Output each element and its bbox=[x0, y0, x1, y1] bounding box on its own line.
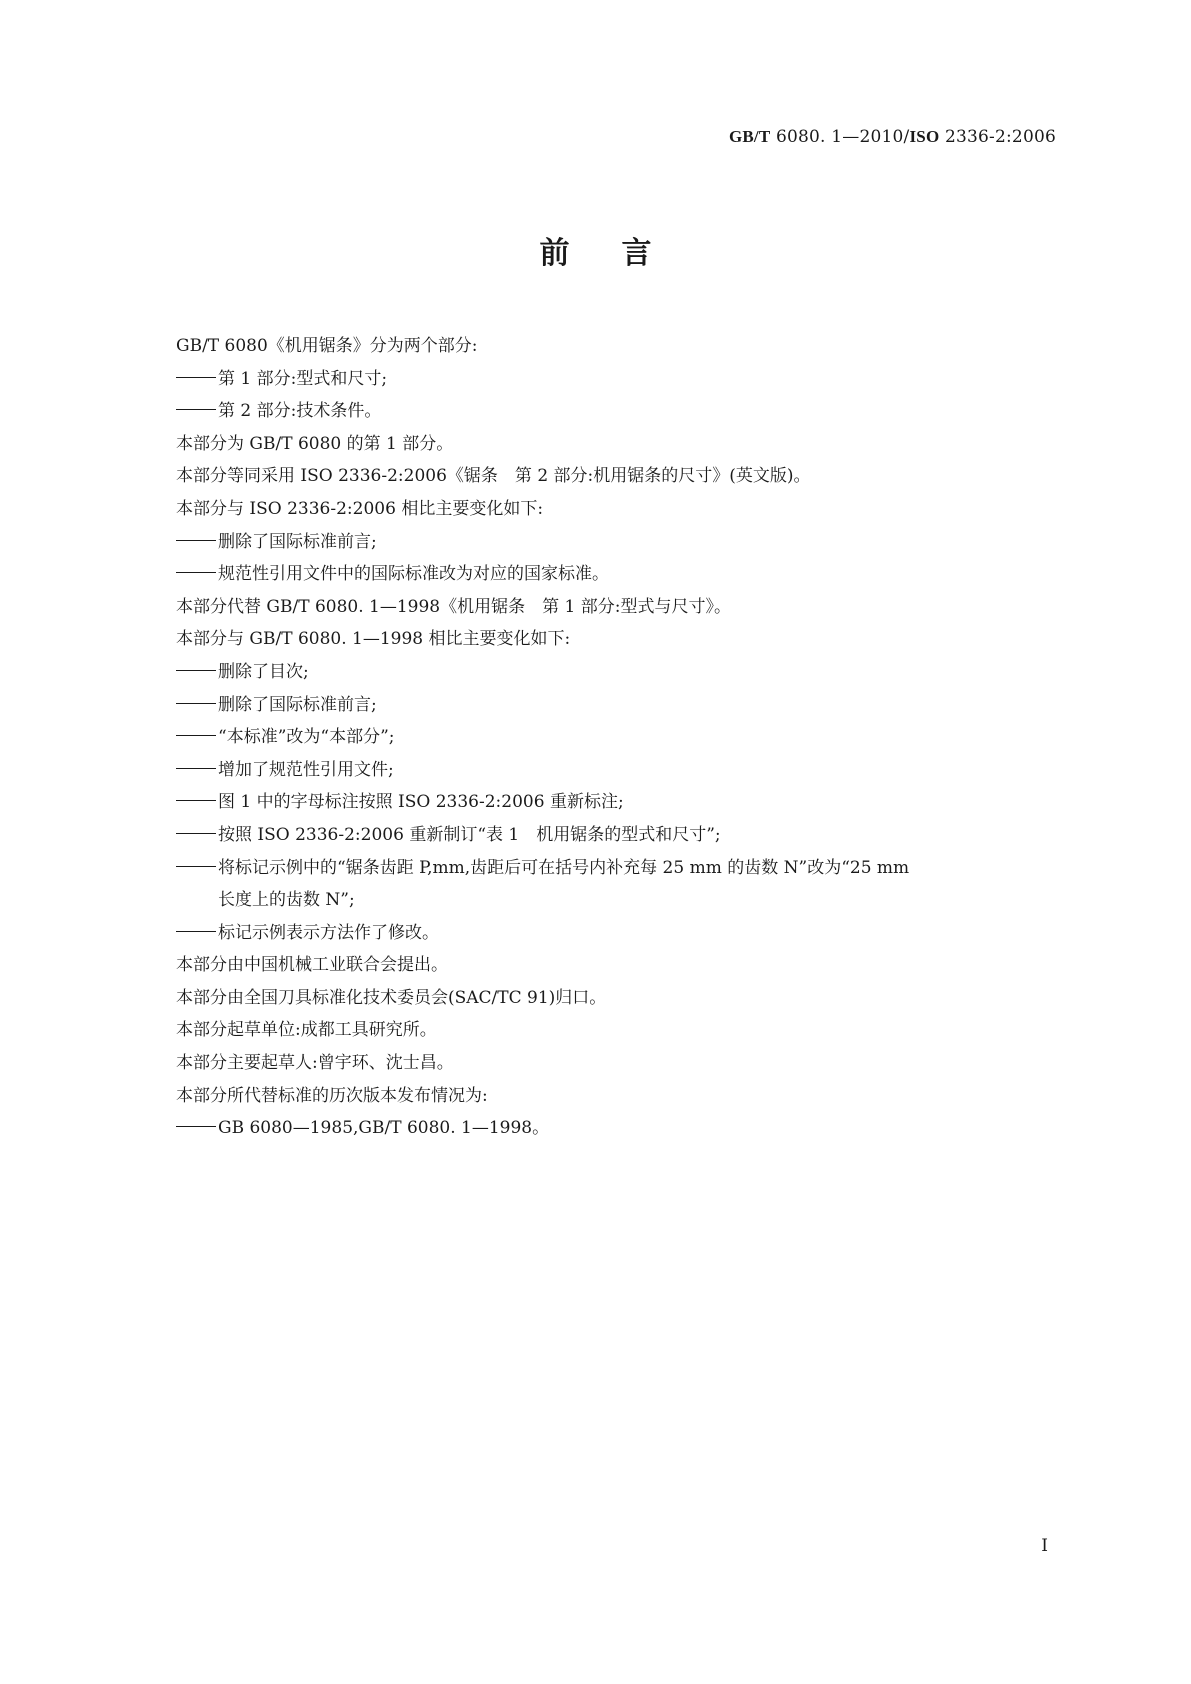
paragraph: 本部分与 ISO 2336-2:2006 相比主要变化如下: bbox=[176, 498, 544, 519]
list-item-text: 标记示例表示方法作了修改。 bbox=[218, 922, 439, 943]
paragraph: 本部分等同采用 ISO 2336-2:2006《锯条 第 2 部分:机用锯条的尺寸》(英文版)。 bbox=[176, 466, 811, 487]
list-item bbox=[176, 558, 1061, 591]
paragraph: 本部分为 GB/T 6080 的第 1 部分。 bbox=[176, 433, 454, 454]
list-item-text: 删除了国际标准前言; bbox=[218, 694, 377, 715]
list-item-text: 第 1 部分:型式和尺寸; bbox=[218, 368, 388, 389]
paragraph-parts-intro: GB/T 6080《机用锯条》分为两个部分: bbox=[176, 336, 478, 356]
list-item-text: GB 6080—1985,GB/T 6080. 1—1998。 bbox=[218, 1118, 550, 1139]
list-item bbox=[176, 1112, 1061, 1145]
std-prefix-iso: ISO bbox=[909, 127, 940, 146]
standard-number-header bbox=[729, 127, 1056, 147]
paragraph: 本部分起草单位:成都工具研究所。 bbox=[176, 1020, 437, 1041]
em-dash-marker bbox=[176, 540, 216, 541]
list-item bbox=[176, 721, 1061, 754]
list-item-text: “本标准”改为“本部分”; bbox=[218, 727, 395, 748]
paragraph: 本部分主要起草人:曾宇环、沈士昌。 bbox=[176, 1053, 454, 1074]
list-item bbox=[176, 917, 1061, 950]
em-dash-marker bbox=[176, 931, 216, 932]
em-dash-marker bbox=[176, 409, 216, 410]
foreword-body bbox=[176, 330, 1061, 1145]
std-number-national: 6080. 1—2010/ bbox=[770, 127, 910, 147]
paragraph: 本部分代替 GB/T 6080. 1—1998《机用锯条 第 1 部分:型式与尺寸》。 bbox=[176, 596, 731, 617]
page-title: 前言 bbox=[539, 236, 704, 271]
list-item bbox=[176, 656, 1061, 689]
std-number-iso: 2336-2:2006 bbox=[939, 127, 1056, 147]
em-dash-marker bbox=[176, 572, 216, 573]
em-dash-marker bbox=[176, 1126, 216, 1127]
list-item bbox=[176, 689, 1061, 722]
em-dash-marker bbox=[176, 768, 216, 769]
em-dash-marker bbox=[176, 670, 216, 671]
list-item-text: 增加了规范性引用文件; bbox=[218, 759, 394, 780]
list-item-text: 将标记示例中的“锯条齿距 P,mm,齿距后可在括号内补充每 25 mm 的齿数 N”改为“25 mm bbox=[218, 857, 910, 878]
paragraph: 本部分与 GB/T 6080. 1—1998 相比主要变化如下: bbox=[176, 629, 571, 650]
list-item bbox=[176, 786, 1061, 819]
em-dash-marker bbox=[176, 377, 216, 378]
em-dash-marker bbox=[176, 866, 216, 867]
std-prefix-gbt: GB/T bbox=[728, 127, 771, 146]
list-item-text: 第 2 部分:技术条件。 bbox=[218, 401, 382, 422]
list-item bbox=[176, 852, 1061, 885]
list-item-text: 删除了目次; bbox=[218, 661, 309, 682]
list-item-text: 按照 ISO 2336-2:2006 重新制订“表 1 机用锯条的型式和尺寸”; bbox=[218, 824, 721, 845]
list-item-text: 图 1 中的字母标注按照 ISO 2336-2:2006 重新标注; bbox=[218, 792, 624, 813]
list-item bbox=[176, 754, 1061, 787]
list-item bbox=[176, 395, 1061, 428]
em-dash-marker bbox=[176, 833, 216, 834]
list-item-text: 规范性引用文件中的国际标准改为对应的国家标准。 bbox=[218, 564, 609, 585]
list-item bbox=[176, 363, 1061, 396]
em-dash-marker bbox=[176, 800, 216, 801]
list-item bbox=[176, 526, 1061, 559]
em-dash-marker bbox=[176, 735, 216, 736]
em-dash-marker bbox=[176, 703, 216, 704]
list-item bbox=[176, 819, 1061, 852]
paragraph: 本部分由中国机械工业联合会提出。 bbox=[176, 955, 448, 976]
list-item-continuation: 长度上的齿数 N”; bbox=[218, 890, 355, 911]
page-number: I bbox=[1041, 1536, 1048, 1556]
list-item-text: 删除了国际标准前言; bbox=[218, 531, 377, 552]
paragraph: 本部分由全国刀具标准化技术委员会(SAC/TC 91)归口。 bbox=[176, 987, 607, 1008]
paragraph: 本部分所代替标准的历次版本发布情况为: bbox=[176, 1085, 488, 1106]
